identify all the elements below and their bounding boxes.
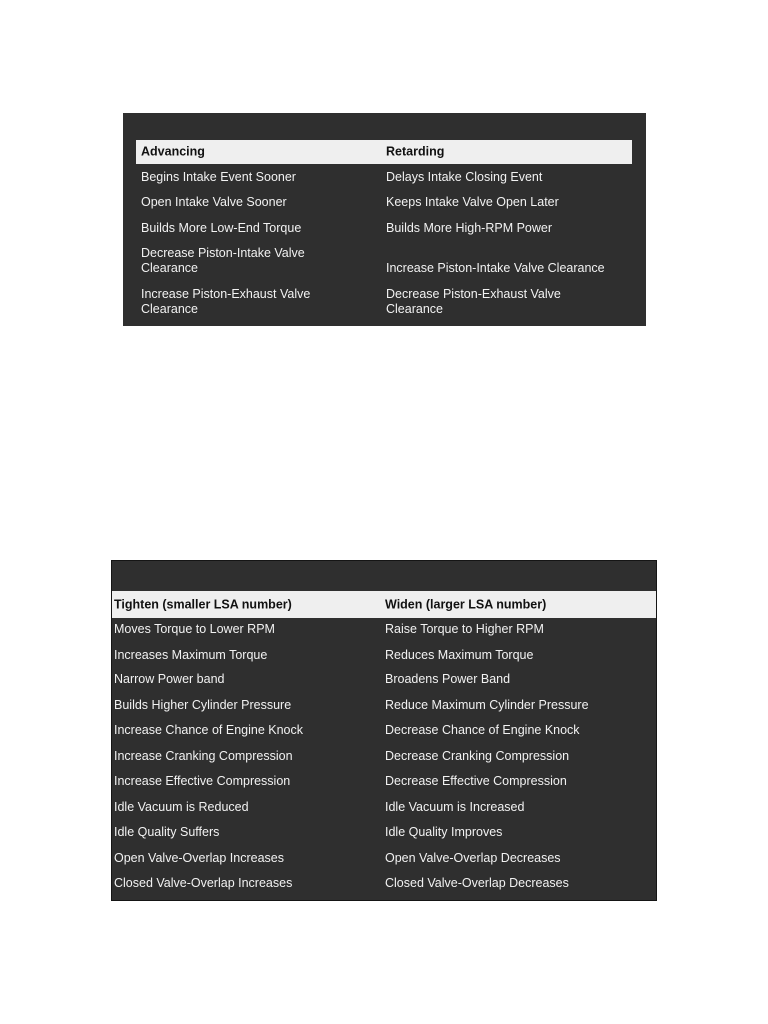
table-cell: Decrease Cranking Compression: [385, 749, 570, 763]
cam-timing-table: [123, 113, 646, 326]
header-advancing: Advancing: [141, 144, 205, 159]
table-cell: Idle Quality Improves: [385, 825, 503, 839]
table-cell: Decrease Piston-Exhaust Valve Clearance: [386, 287, 561, 316]
table-cell: Open Valve-Overlap Decreases: [385, 851, 561, 865]
table-cell: Raise Torque to Higher RPM: [385, 622, 544, 636]
table-cell: Narrow Power band: [114, 672, 225, 686]
table-cell: Reduce Maximum Cylinder Pressure: [385, 698, 589, 712]
table-cell: Open Valve-Overlap Increases: [114, 851, 284, 865]
table-cell: Begins Intake Event Sooner: [141, 170, 296, 184]
table-header-row: [112, 591, 656, 618]
table-cell: Increase Cranking Compression: [114, 749, 293, 763]
table-cell: Open Intake Valve Sooner: [141, 195, 287, 209]
table-cell: Decrease Chance of Engine Knock: [385, 723, 580, 737]
table-cell: Keeps Intake Valve Open Later: [386, 195, 559, 209]
table-cell: Increase Chance of Engine Knock: [114, 723, 304, 737]
table-cell: Increase Piston-Exhaust Valve Clearance: [141, 287, 311, 316]
table-cell: Increase Effective Compression: [114, 774, 291, 788]
table-cell: Broadens Power Band: [385, 672, 511, 686]
table-cell: Increase Piston-Intake Valve Clearance: [386, 261, 605, 275]
table-cell: Delays Intake Closing Event: [386, 170, 543, 184]
table-cell: Decrease Effective Compression: [385, 774, 567, 788]
table-header-row: [136, 140, 632, 164]
table-cell: Increases Maximum Torque: [114, 648, 268, 662]
table-cell: Builds More Low-End Torque: [141, 221, 302, 235]
table-cell: Moves Torque to Lower RPM: [114, 622, 275, 636]
table-cell: Idle Vacuum is Reduced: [114, 800, 249, 814]
lobe-separation-table: [111, 560, 657, 901]
header-tighten: Tighten (smaller LSA number): [114, 597, 292, 611]
table-cell: Closed Valve-Overlap Decreases: [385, 876, 569, 890]
table-cell: Reduces Maximum Torque: [385, 648, 534, 662]
header-retarding: Retarding: [386, 144, 445, 159]
table-cell: Builds More High-RPM Power: [386, 221, 553, 235]
header-widen: Widen (larger LSA number): [385, 597, 547, 611]
table-cell: Idle Quality Suffers: [114, 825, 220, 839]
table-cell: Builds Higher Cylinder Pressure: [114, 698, 292, 712]
table-cell: Closed Valve-Overlap Increases: [114, 876, 293, 890]
table-cell: Idle Vacuum is Increased: [385, 800, 525, 814]
table-cell: Decrease Piston-Intake Valve Clearance: [141, 246, 305, 275]
